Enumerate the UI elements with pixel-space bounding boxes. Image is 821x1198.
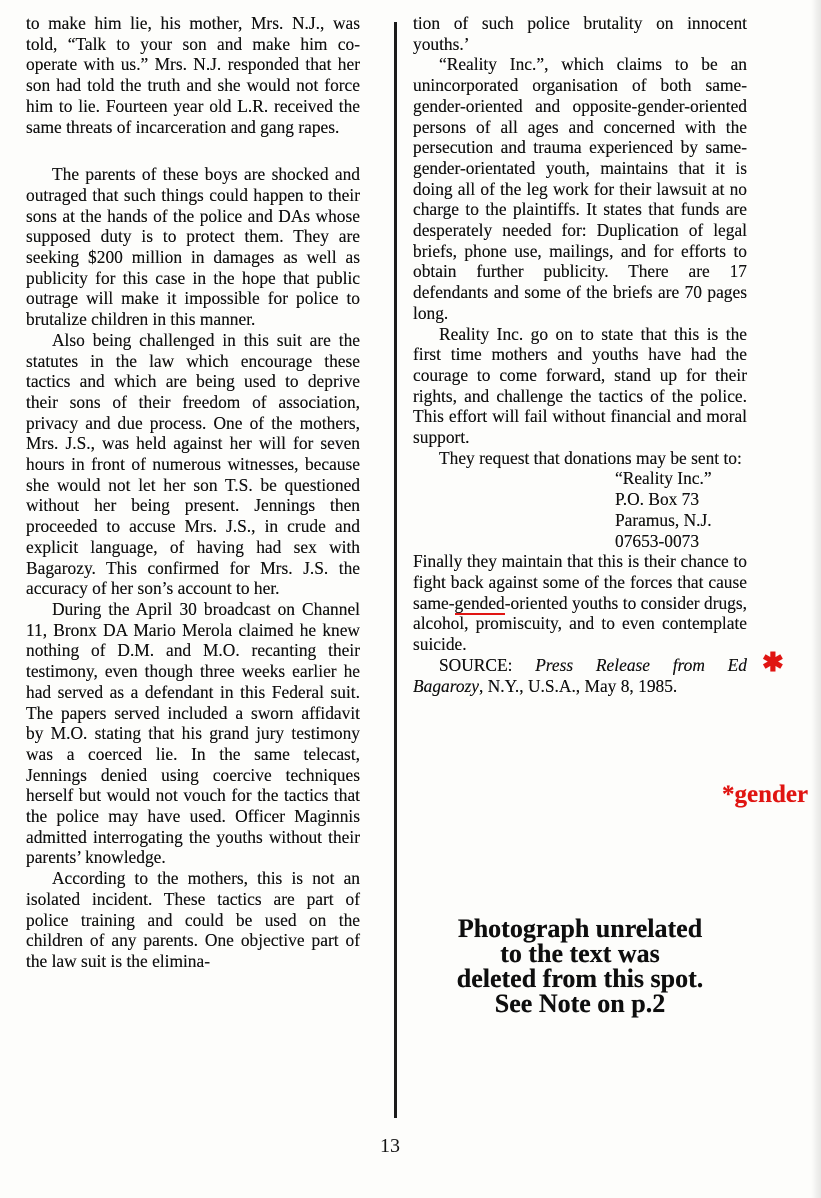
finally-text-after: -oriented youths to consider drugs, alcohol, promiscuity, and to even contemplate suicide. (413, 592, 747, 655)
paragraph-left-1: to make him lie, his mother, Mrs. N.J., was told, “Talk to your son and make him co-operate with us.” Mrs. N.J. responded that her son had told the truth and she would not force him to lie. Fourteen year old L.R. received the same threats of incarceration and gang rapes. (26, 13, 360, 137)
paragraph-left-4: During the April 30 broadcast on Channel 11, Bronx DA Mario Merola claimed he knew nothing of D.M. and M.O. recanting their testimony, even though three weeks earlier he had served as a defendant in this Federal suit. The papers served included a sworn affidavit by M.O. stating that his grand jury testimony was a coerced lie. In the same telecast, Jennings denied using coercive techniques herself but would not vouch for the tactics that the police may have used. Officer Maginnis admitted interrogating the youths without their parents’ knowledge. (26, 598, 360, 868)
address-line-pobox: P.O. Box 73 (615, 489, 700, 510)
paragraph-left-3: Also being challenged in this suit are the statutes in the law which encourage these tactics and which are being used to deprive their sons of their freedom of association, privacy and due process. One of the mothers, Mrs. J.S., was held against her will for seven hours in front of numerous witnesses, because she would not let her son T.S. be questioned without her being present. Jennings then proceeded to accuse Mrs. J.S., in crude and explicit language, of having had sex with Bagarozy. This confirmed for Mrs. J.S. the accuracy of her son’s account to her. (26, 329, 360, 599)
finally-text-before: Finally they maintain that this is their chance to fight back against some of the forces that cause same- (413, 551, 747, 613)
donation-address-block (615, 468, 747, 551)
red-gender-footnote: *gender (722, 781, 809, 808)
photo-deleted-notice (413, 916, 747, 1016)
column-divider-rule (394, 22, 397, 1118)
paragraph-source (413, 655, 747, 696)
right-column (413, 13, 747, 696)
photo-notice-line-3: deleted from this spot. (456, 964, 704, 993)
address-line-zip: 07653-0073 (615, 530, 700, 551)
paragraph-right-4: They request that donations may be sent to: (439, 447, 742, 468)
source-label: SOURCE: (439, 654, 536, 675)
page-number: 13 (380, 1135, 400, 1157)
scan-edge-shadow (811, 0, 821, 1198)
photo-notice-line-2: to the text was (500, 939, 660, 968)
red-underlined-word: gended (454, 592, 505, 613)
paragraph-right-1: tion of such police brutality on innocent youths.’ (413, 13, 747, 54)
red-asterisk-annotation: ✱ (762, 648, 784, 677)
address-line-city: Paramus, N.J. (615, 509, 712, 530)
paragraph-right-finally (413, 551, 747, 655)
photo-notice-line-1: Photograph unrelated (457, 914, 703, 943)
paragraph-left-5: According to the mothers, this is not an isolated incident. These tactics are part of police training and could be used on the children of any parents. One objective part of the law suit is the elimina- (26, 868, 360, 971)
paragraph-right-2: “Reality Inc.”, which claims to be an unincorporated organisation of both same-gender-oriented and opposite-gender-oriented persons of all ages and concerned with the persecution and trauma experienced by same-gender-orientated youth, maintains that it is doing all of the leg work for their lawsuit at no charge to the plaintiffs. It states that funds are desperately needed for: Duplication of legal briefs, phone use, mailings, and for efforts to obtain further publicity. There are 17 defendants and some of the briefs are 70 pages long. (413, 54, 747, 323)
photo-notice-line-4: See Note on p.2 (494, 989, 666, 1018)
source-text-after: , N.Y., U.S.A., May 8, 1985. (479, 675, 678, 696)
left-column (26, 13, 360, 972)
address-line-org: “Reality Inc.” (615, 468, 712, 489)
paragraph-right-3: Reality Inc. go on to state that this is the first time mothers and youths have had the courage to come forward, stand up for their rights, and challenge the tactics of the police. This effort will fail without financial and moral support. (413, 323, 747, 448)
paragraph-left-2: The parents of these boys are shocked and outraged that such things could happen to their sons at the hands of the police and DAs whose supposed duty is to protect them. They are seeking $200 million in damages as well as publicity for this case in the hope that public outrage will make it impossible for police to brutalize children in this manner. (26, 164, 360, 330)
source-citation-italic: Press Release from Ed Bagarozy (413, 654, 747, 696)
